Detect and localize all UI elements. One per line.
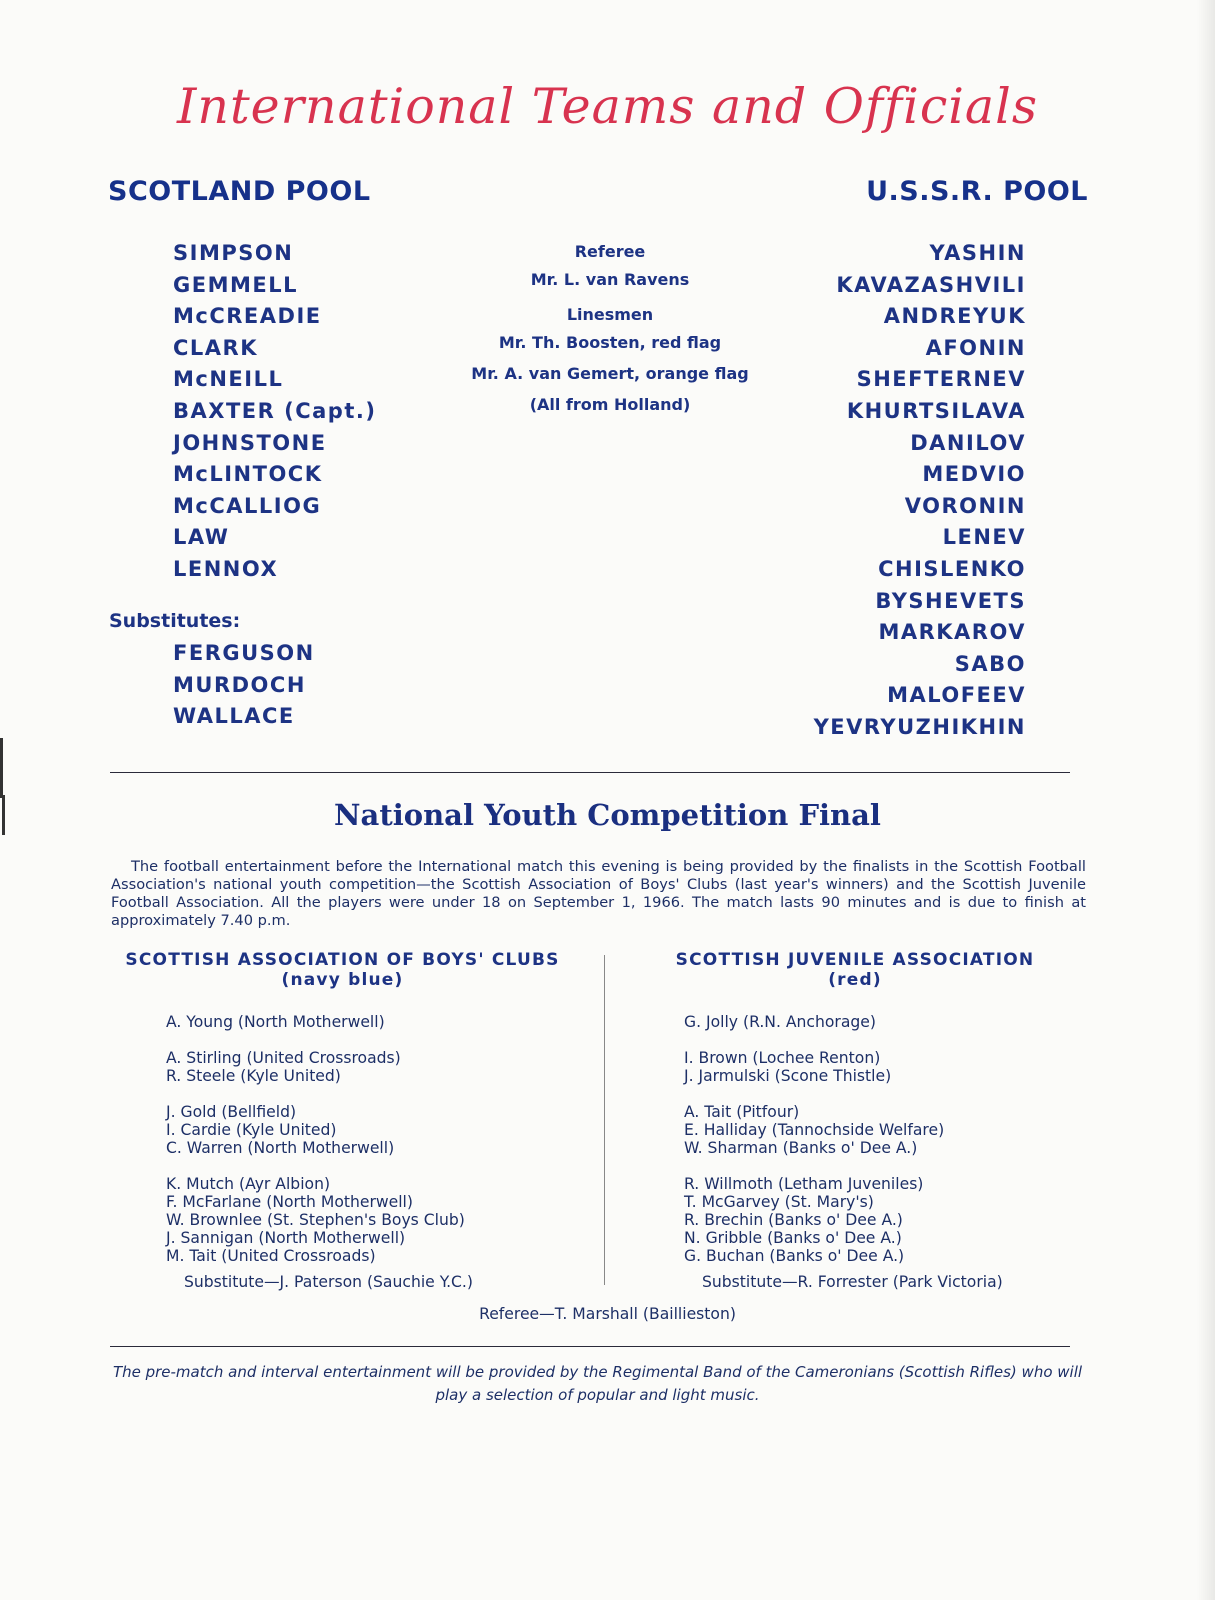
youth-player: A. Young (North Motherwell) [166,1013,385,1031]
binding-mark [0,738,3,798]
youth-intro-text: The football entertainment before the International match this evening is being provided by the finalists in the Scottish Football Association's national youth competition—the Scottish Association of Boys' Clubs (last year's winners) and the Scottish Juvenile Football Association. All the players were under 18 on September 1, 1966. The match lasts 90 minutes and is due to finish at approximately 7.40 p.m. [111,858,1086,929]
youth-substitute: Substitute—R. Forrester (Park Victoria) [702,1273,1003,1291]
boys-clubs-heading [105,950,580,990]
linesman-2: Mr. A. van Gemert, orange flag [471,364,749,383]
ussr-player: CHISLENKO [878,556,1026,581]
referee-label: Referee [574,242,646,261]
ussr-player: SABO [954,651,1026,676]
section-divider [110,772,1070,773]
scotland-roster [173,238,376,586]
ussr-player: MARKAROV [878,620,1026,645]
scotland-player: McLINTOCK [173,462,323,487]
ussr-player: DANILOV [910,430,1026,455]
youth-player: A. Stirling (United Crossroads) [166,1049,401,1067]
linesman-1: Mr. Th. Boosten, red flag [498,333,722,352]
ussr-player: MEDVIO [922,462,1026,487]
youth-player: E. Halliday (Tannochside Welfare) [684,1121,945,1139]
scotland-substitute: FERGUSON [173,641,315,665]
scotland-player: LENNOX [173,556,279,581]
ussr-player: AFONIN [925,335,1026,360]
juvenile-heading [650,950,1060,990]
referee-name: Mr. L. van Ravens [530,270,690,289]
youth-player: M. Tait (United Crossroads) [166,1247,376,1265]
youth-intro [111,858,1086,930]
ussr-player: VORONIN [904,493,1026,518]
youth-player: K. Mutch (Ayr Albion) [166,1175,331,1193]
youth-referee: Referee—T. Marshall (Baillieston) [479,1305,736,1323]
scotland-pool-heading: SCOTLAND POOL [108,176,371,207]
ussr-player: ANDREYUK [883,304,1026,329]
ussr-player: LENEV [942,525,1026,550]
ussr-player: SHEFTERNEV [856,367,1026,392]
juvenile-colour: (red) [828,970,882,990]
boys-clubs-colour: (navy blue) [281,970,404,990]
scotland-player: JOHNSTONE [173,430,327,455]
officials-note: (All from Holland) [529,395,691,414]
youth-player: R. Steele (Kyle United) [166,1067,341,1085]
footer-note: The pre-match and interval entertainment will be provided by the Regimental Band of the Cameronians (Scottish Rifles) who will play a selection of popular and light music. [112,1363,1083,1404]
youth-player: I. Cardie (Kyle United) [166,1121,337,1139]
ussr-pool-heading: U.S.S.R. POOL [866,176,1088,207]
substitutes-label: Substitutes: [109,610,241,632]
youth-player: F. McFarlane (North Motherwell) [166,1193,413,1211]
youth-player: C. Warren (North Motherwell) [166,1139,395,1157]
linesmen-label: Linesmen [566,305,654,324]
scotland-substitute: WALLACE [173,704,295,729]
scotland-player: BAXTER (Capt.) [173,398,377,423]
ussr-roster [814,238,1026,744]
scotland-player: GEMMELL [173,272,298,297]
scotland-player: McCALLIOG [173,493,322,518]
ussr-player: KAVAZASHVILI [836,272,1026,297]
scotland-player: LAW [173,525,230,550]
ussr-player: MALOFEEV [887,683,1026,708]
youth-final-title: National Youth Competition Final [334,798,881,832]
youth-player: G. Buchan (Banks o' Dee A.) [684,1247,905,1265]
ussr-player: BYSHEVETS [875,588,1026,613]
youth-player: G. Jolly (R.N. Anchorage) [684,1013,876,1031]
youth-player: J. Gold (Bellfield) [166,1103,297,1121]
youth-player: R. Willmoth (Letham Juveniles) [684,1175,924,1193]
youth-player: W. Brownlee (St. Stephen's Boys Club) [166,1211,465,1229]
youth-player: J. Sannigan (North Motherwell) [166,1229,406,1247]
youth-player: R. Brechin (Banks o' Dee A.) [684,1211,903,1229]
scotland-substitutes [173,638,315,733]
scotland-player: McCREADIE [173,304,322,329]
juvenile-title: SCOTTISH JUVENILE ASSOCIATION [675,950,1035,970]
youth-player: I. Brown (Lochee Renton) [684,1049,881,1067]
youth-player: T. McGarvey (St. Mary's) [684,1193,874,1211]
ussr-player: YEVRYUZHIKHIN [813,714,1026,739]
page-title: International Teams and Officials [177,78,1038,135]
youth-player: N. Gribble (Banks o' Dee A.) [684,1229,902,1247]
boys-clubs-title: SCOTTISH ASSOCIATION OF BOYS' CLUBS [125,950,560,970]
section-divider [110,1346,1070,1347]
ussr-player: KHURTSILAVA [846,398,1026,423]
youth-player: A. Tait (Pitfour) [684,1103,800,1121]
scotland-substitute: MURDOCH [173,672,306,697]
scotland-player: McNEILL [173,367,284,392]
youth-substitute: Substitute—J. Paterson (Sauchie Y.C.) [184,1273,473,1291]
scotland-player: CLARK [173,335,258,360]
youth-player: J. Jarmulski (Scone Thistle) [684,1067,892,1085]
youth-player: W. Sharman (Banks o' Dee A.) [684,1139,918,1157]
ussr-player: YASHIN [929,241,1026,265]
column-divider [604,955,605,1285]
scotland-player: SIMPSON [173,241,294,265]
